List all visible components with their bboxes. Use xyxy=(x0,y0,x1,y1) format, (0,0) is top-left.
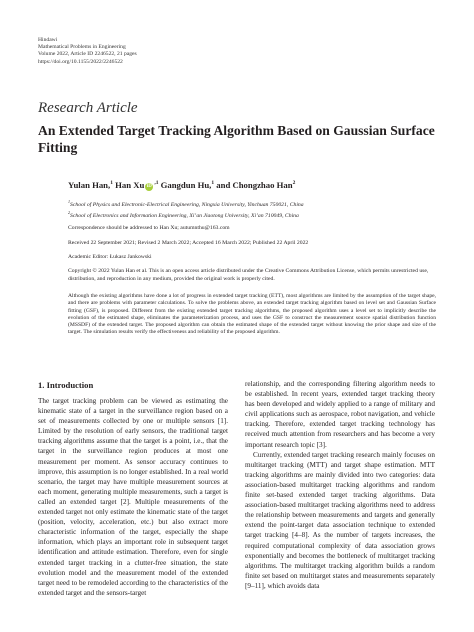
article-title: An Extended Target Tracking Algorithm Based on Gaussian Surface Fitting xyxy=(38,123,435,155)
body-paragraph: Currently, extended target tracking research mainly focuses on multitarget tracking (MTT) and target shape estimation. MTT tracking algorithms are mainly divided into two categories: data association-based multitarget tracking algorithms and random finite set-based extended target tracking algorithms. Data association-based multitarget tracking algorithms need to address the relationship between measurements and targets and generally extend the point-target data association technique to extended target tracking [4–8]. As the number of targets increases, the required computational complexity of data association grows exponentially and becomes the bottleneck of multitarget tracking algorithms. The multitarget tracking algorithm builds a random finite set based on multitarget states and measurements separately [9–11], which avoids data xyxy=(245,450,435,590)
abstract-text: Although the existing algorithms have done a lot of progress in extended target tracking (ETT), most algorithms are limited by the assumption of the target shape, and there are problems with parameter calculations. To solve the problems above, an extended target tracking algorithm based on level set and Gaussian Surface fitting (GSF), is proposed. Different from the existing extended target tracking algorithms, the proposed algorithm uses a level set to implicitly describe the evolution of the estimated shape, eliminates the parameterization process, and uses the GSF to construct the measurement source spatial distribution function (MSSDF) of the extended target. The proposed algorithm can obtain the estimated shape of the extended target without knowing the prior shape and size of the target. The simulation results verify the effectiveness and reliability of the proposed algorithm. xyxy=(68,293,436,336)
section-heading: 1. Introduction xyxy=(38,380,94,390)
body-paragraph: The target tracking problem can be viewed as estimating the kinematic state of a target in the surveillance region based on a set of measurements collected by one or multiple sensors [1]. Limited by the resolution of early sensors, the traditional target tracking algorithms assume that the target is a point, i.e., that the target in the surveillance region produces at most one measurement per moment. As sensor accuracy continues to improve, this assumption is no longer established. In a real world scenario, the target may have multiple measurement sources at each moment, generating multiple measurements, such a target is called an extended target [2]. Multiple measurements of the extended target not only estimate the kinematic state of the target (position, velocity, acceleration, etc.) but also extract more characteristic information of the target, especially the shape information, which plays an important role in subsequent target identification and attitude estimation. Therefore, even for single extended target tracking in a clutter-free situation, the state evolution model and the measurement model of the extended target need to be remodeled according to the characteristics of the extended target and the sensors-target xyxy=(38,397,228,597)
affiliation-item: $^1$School of Physics and Electronic-Electrical Engineering, Ningxia University, Yinchuan 750021, China xyxy=(68,199,304,208)
body-column-left xyxy=(38,396,228,598)
orcid-icon[interactable]: iD xyxy=(146,184,152,189)
volume-line: Volume 2022, Article ID 2246522, 21 pages xyxy=(38,51,137,58)
journal-header xyxy=(38,37,137,66)
affiliation-item: $^2$School of Electronics and Information Engineering, Xi’an Jiaotong University, Xi’an 710049, China xyxy=(68,210,299,220)
body-paragraph: relationship, and the corresponding filtering algorithm needs to be established. In recent years, extended target tracking theory has been developed and widely applied to a range of military and civil applications such as aerospace, robot navigation, and vehicle tracking. Therefore, extended target tracking technology has received much attention from researchers and has become a very important research topic [3]. xyxy=(245,380,435,449)
copyright-notice: Copyright © 2022 Yulan Han et al. This is an open access article distributed under the Creative Commons Attribution License, which permits unrestricted use, distribution, and reproduction in any medium, provided the original work is properly cited. xyxy=(68,268,429,282)
doi-link[interactable]: https://doi.org/10.1155/2022/2246522 xyxy=(38,58,123,65)
author-sup: 1 xyxy=(110,180,113,187)
author-name[interactable]: Han Xu xyxy=(115,180,145,190)
journal-name: Mathematical Problems in Engineering xyxy=(38,44,126,51)
publisher-name: Hindawi xyxy=(38,37,58,43)
author-name[interactable]: Gangdun Hu, xyxy=(160,180,212,190)
correspondence-line: Correspondence should be addressed to Han Xu; autumnthu@163.com xyxy=(68,225,230,231)
article-type: Research Article xyxy=(38,100,138,116)
dates-line: Received 22 September 2021; Revised 2 March 2022; Accepted 16 March 2022; Published 22 April 2022 xyxy=(68,240,309,246)
author-sup: ,1 xyxy=(154,180,159,187)
author-name[interactable]: Yulan Han, xyxy=(68,180,111,190)
body-column-right xyxy=(245,379,435,591)
academic-editor-line: Academic Editor: Łukasz Jankowski xyxy=(68,254,152,260)
author-sup: 2 xyxy=(292,180,296,187)
author-list xyxy=(68,180,295,191)
affiliations xyxy=(68,198,304,221)
author-name[interactable]: and Chongzhao Han xyxy=(216,180,293,190)
author-sup: 1 xyxy=(211,180,215,187)
